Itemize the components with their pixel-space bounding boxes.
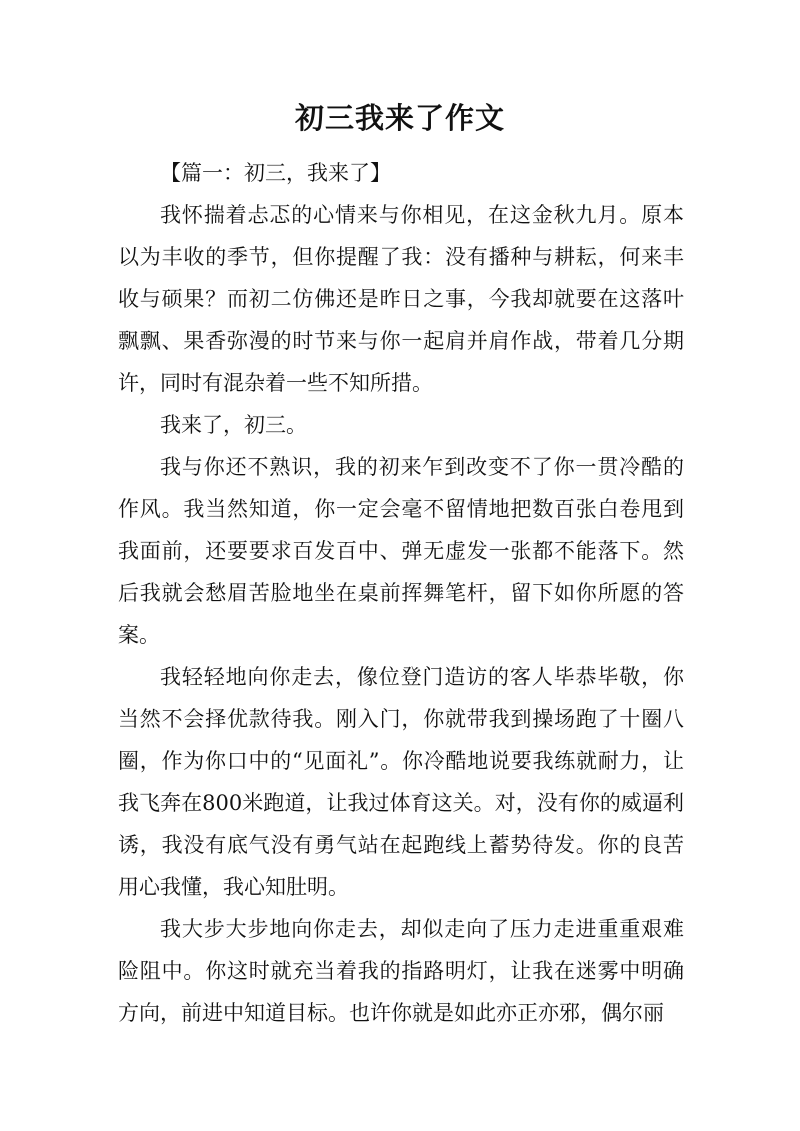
paragraph: 我与你还不熟识，我的初来乍到改变不了你一贯冷酷的作风。我当然知道，你一定会毫不留情地把数百张白卷甩到我面前，还要要求百发百中、弹无虚发一张都不能落下。然后我就会愁眉苦脸地坐在桌前挥舞笔杆，留下如你所愿的答案。: [118, 455, 684, 647]
document-body: [118, 152, 684, 1034]
paragraph: 我来了，初三。: [160, 413, 307, 437]
paragraph: 我怀揣着忐忑的心情来与你相见，在这金秋九月。原本以为丰收的季节，但你提醒了我：没有播种与耕耘，何来丰收与硕果？而初二仿佛还是昨日之事，今我却就要在这落叶飘飘、果香弥漫的时节来与你一起肩并肩作战，带着几分期许，同时有混杂着一些不知所措。: [118, 203, 684, 395]
section-heading: 【篇一：初三，我来了】: [160, 161, 391, 185]
paragraph: 我大步大步地向你走去，却似走向了压力走进重重艰难险阻中。你这时就充当着我的指路明灯，让我在迷雾中明确方向，前进中知道目标。也许你就是如此亦正亦邪，偶尔丽: [118, 917, 684, 1025]
paragraph: 我轻轻地向你走去，像位登门造访的客人毕恭毕敬，你当然不会择优款待我。刚入门，你就带我到操场跑了十圈八圈，作为你口中的“见面礼”。你冷酷地说要我练就耐力，让我飞奔在800米跑道，让我过体育这关。对，没有你的威逼利诱，我没有底气没有勇气站在起跑线上蓄势待发。你的良苦用心我懂，我心知肚明。: [118, 665, 684, 899]
document-title: 初三我来了作文: [294, 101, 505, 135]
